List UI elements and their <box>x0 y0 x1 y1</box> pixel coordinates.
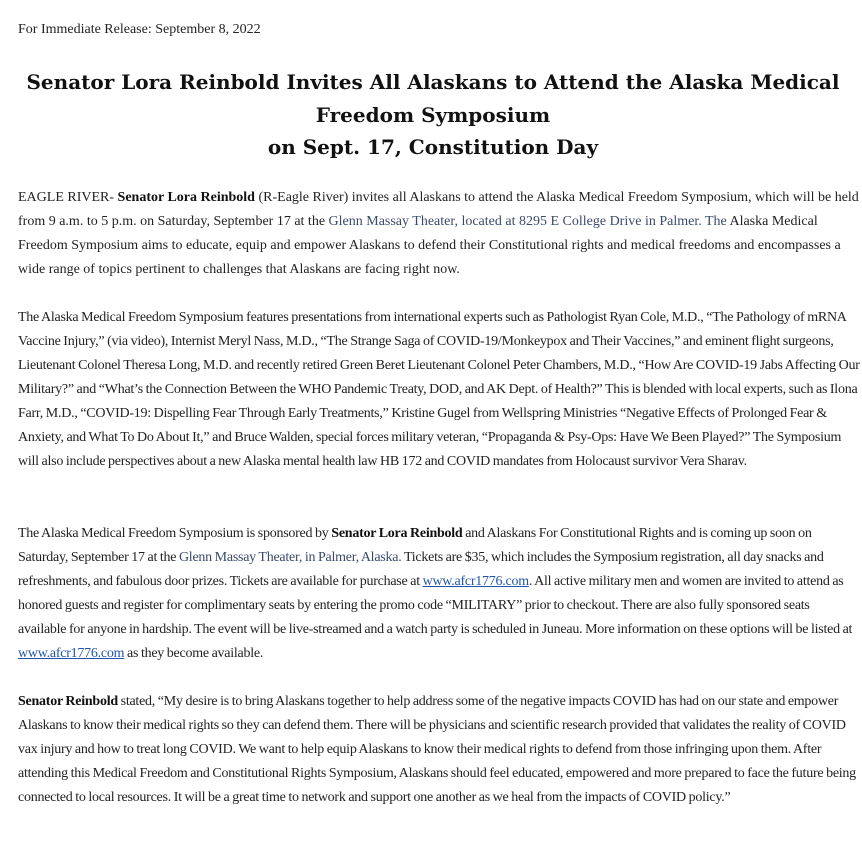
sponsor-text-1: The Alaska Medical Freedom Symposium is sponsored by <box>18 526 332 541</box>
intro-text-3: Alaska Medical Freedom Symposium aims to educate, equip and empower Alaskans to defend their Constitutional rights and medical freedoms and encompasses a wide range of topics pertinent to challenges that Alaskans are facing right now. <box>18 214 841 277</box>
paragraph-presenters: The Alaska Medical Freedom Symposium features presentations from international experts such as Pathologist Ryan Cole, M.D., “The Pathology of mRNA Vaccine Injury,” (via video), Internist Meryl Nass, M.D., “The Strange Saga of COVID-19/Monkeypox and Their Vaccines,” and eminent flight surgeons, Lieutenant Colonel Theresa Long, M.D. and recently retired Green Beret Lieutenant Colonel Peter Chambers, M.D., “How Are COVID-19 Jabs Affecting Our Military?” and “What’s the Connection Between the WHO Pandemic Treaty, DOD, and AK Dept. of Health?” This is blended with local experts, such as Ilona Farr, M.D., “COVID-19: Dispelling Fear Through Early Treatments,” Kristine Gugel from Wellspring Ministries “Negative Effects of Prolonged Fear & Anxiety, and What To Do About It,” and Bruce Walden, special forces military veteran, “Propaganda & Psy-Ops: Have We Been Played?” The Symposium will also include perspectives about a new Alaska mental health law HB 172 and COVID mandates from Holocaust survivor Vera Sharav. <box>18 310 860 469</box>
intro-text-1: EAGLE RIVER- <box>18 190 118 205</box>
sponsor-text-3: Tickets are $35, which includes the Symposium registration, all day snacks and refreshments, and fabulous door prizes. Tickets are available for purchase at <box>18 550 824 589</box>
sponsor-text-4: . All active military men and women are invited to attend as honored guests and register for complimentary seats by entering the promo code “MILITARY” prior to checkout. There are also fully sponsored seats available for anyone in hardship. The event will be live-streamed and a watch party is scheduled in Juneau. More information on these options will be listed at <box>18 574 853 637</box>
release-dateline: For Immediate Release: September 8, 2022 <box>18 22 261 37</box>
quote-senator-name: Senator Reinbold <box>18 694 118 709</box>
intro-text-2: (R-Eagle River) invites all Alaskans to attend the Alaska Medical Freedom Symposium, which will be held from 9 a.m. to 5 p.m. on Saturday, September 17 at the <box>18 190 859 229</box>
headline-line-1: Senator Lora Reinbold Invites All Alaskans to Attend the Alaska Medical <box>26 70 840 94</box>
intro-senator-name: Senator Lora Reinbold <box>117 190 255 205</box>
paragraph-sponsorship <box>18 522 860 666</box>
headline-line-3: on Sept. 17, Constitution Day <box>267 135 599 159</box>
sponsor-venue: Glenn Massay Theater, in Palmer, Alaska. <box>178 550 402 565</box>
headline-line-2: Freedom Symposium <box>315 102 551 127</box>
paragraph-quote <box>18 690 860 810</box>
headline <box>18 66 848 164</box>
afcr-link-2[interactable]: www.afcr1776.com <box>18 646 125 661</box>
sponsor-text-2: and Alaskans For Constitutional Rights and is coming up soon on Saturday, September 17 at the <box>18 526 812 565</box>
intro-venue: Glenn Massay Theater, located at 8295 E College Drive in Palmer. The <box>328 214 727 229</box>
quote-text: stated, “My desire is to bring Alaskans together to help address some of the negative impacts COVID has had on our state and empower Alaskans to know their medical rights so they can defend them. There will be physicians and scientific research provided that validates the reality of COVID vax injury and how to treat long COVID. We want to help equip Alaskans to know their medical rights to defend from those infringing upon them. After attending this Medical Freedom and Constitutional Rights Symposium, Alaskans should feel educated, empowered and more prepared to face the future being connected to local resources. It will be a great time to network and support one another as we heal from the impacts of COVID policy.” <box>18 694 856 805</box>
afcr-link-1[interactable]: www.afcr1776.com <box>422 574 529 589</box>
paragraph-intro <box>18 186 860 282</box>
sponsor-text-5: as they become available. <box>124 646 264 661</box>
sponsor-senator-name: Senator Lora Reinbold <box>331 526 463 541</box>
